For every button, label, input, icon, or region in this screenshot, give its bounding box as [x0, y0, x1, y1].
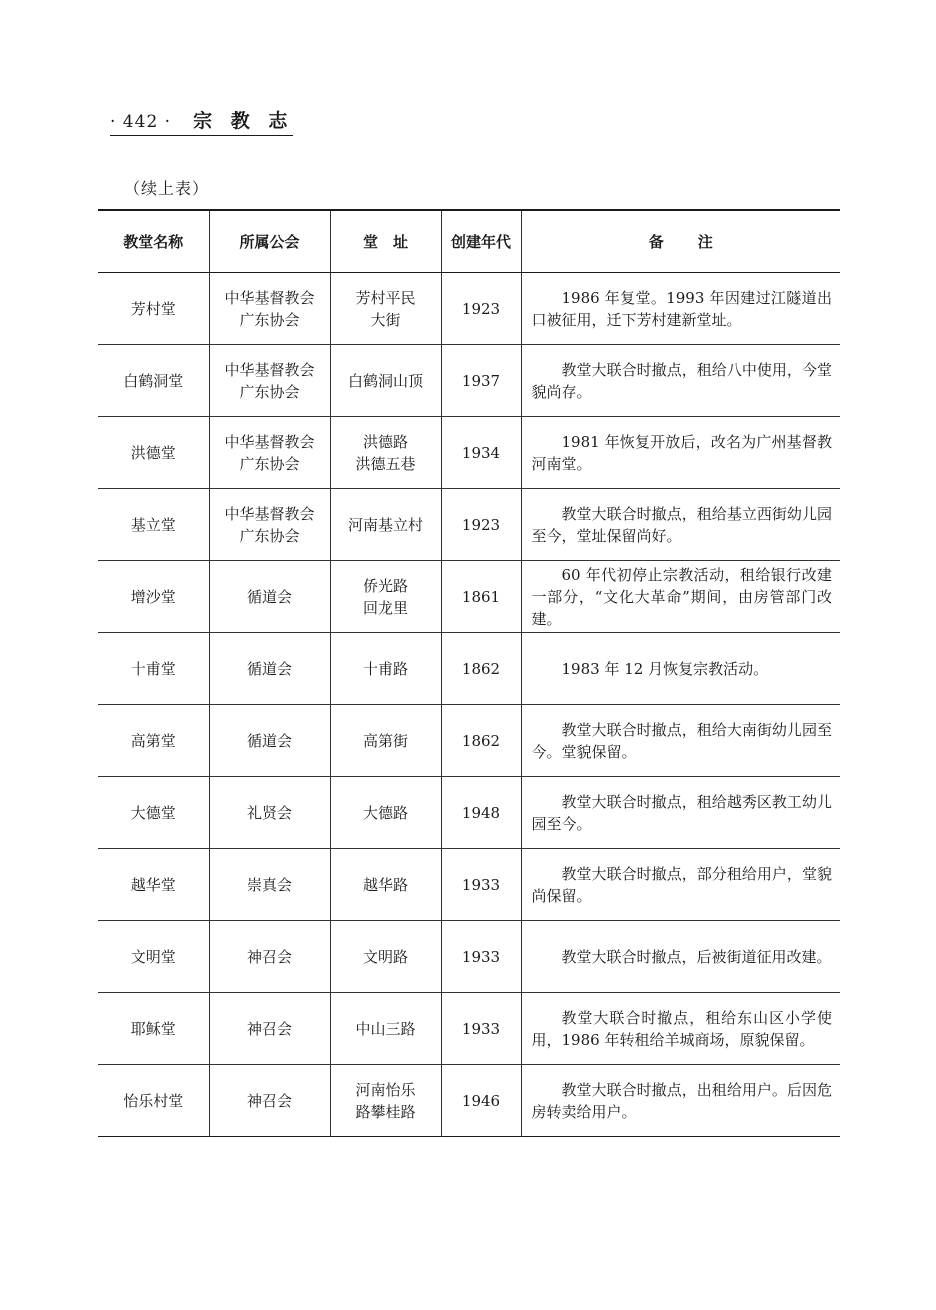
address-line: 高第街	[362, 731, 408, 750]
note-cell: 教堂大联合时撤点，出租给用户。后因危房转卖给用户。	[521, 1065, 840, 1137]
association-cell	[209, 633, 330, 705]
year-cell: 1923	[441, 489, 521, 561]
association-cell	[209, 345, 330, 417]
note-cell: 教堂大联合时撤点，租给大南街幼儿园至今。堂貌保留。	[521, 705, 840, 777]
table-row	[98, 849, 840, 921]
address-line: 中山三路	[355, 1019, 416, 1038]
year-cell: 1937	[441, 345, 521, 417]
table-header-row	[98, 210, 840, 273]
table-row	[98, 993, 840, 1065]
association-cell	[209, 417, 330, 489]
table-row	[98, 561, 840, 633]
association-line: 中华基督教会	[224, 432, 315, 451]
address-line: 越华路	[362, 875, 408, 894]
association-cell	[209, 993, 330, 1065]
book-title: 宗 教 志	[193, 110, 294, 132]
column-header: 创建年代	[441, 210, 521, 273]
association-line: 循道会	[246, 659, 292, 678]
note-cell: 教堂大联合时撤点，租给东山区小学使用，1986 年转租给羊城商场，原貌保留。	[521, 993, 840, 1065]
note-cell: 1986 年复堂。1993 年因建过江隧道出口被征用，迁下芳村建新堂址。	[521, 273, 840, 345]
note-cell: 1983 年 12 月恢复宗教活动。	[521, 633, 840, 705]
association-line: 循道会	[246, 731, 292, 750]
note-cell: 1981 年恢复开放后，改名为广州基督教河南堂。	[521, 417, 840, 489]
address-line: 河南怡乐	[355, 1080, 416, 1099]
table-row	[98, 417, 840, 489]
church-name-cell: 白鹤洞堂	[123, 371, 184, 390]
page-header	[110, 106, 293, 136]
church-name-cell: 增沙堂	[130, 587, 176, 606]
address-line: 回龙里	[362, 598, 408, 617]
association-cell	[209, 273, 330, 345]
address-line: 文明路	[362, 947, 408, 966]
address-line: 洪德五巷	[355, 454, 416, 473]
association-line: 广东协会	[239, 526, 300, 545]
church-name-cell: 高第堂	[130, 731, 176, 750]
note-cell: 教堂大联合时撤点，后被街道征用改建。	[521, 921, 840, 993]
address-cell	[330, 345, 441, 417]
year-cell: 1933	[441, 993, 521, 1065]
address-cell	[330, 993, 441, 1065]
table-row	[98, 921, 840, 993]
association-line: 广东协会	[239, 310, 300, 329]
note-cell: 教堂大联合时撤点，租给基立西街幼儿园至今，堂址保留尚好。	[521, 489, 840, 561]
table-row	[98, 777, 840, 849]
address-cell	[330, 777, 441, 849]
address-line: 十甫路	[362, 659, 408, 678]
church-name-cell: 洪德堂	[130, 443, 176, 462]
page-number: · 442 ·	[110, 112, 172, 132]
address-line: 侨光路	[362, 576, 408, 595]
church-name-cell: 芳村堂	[130, 299, 176, 318]
year-cell: 1861	[441, 561, 521, 633]
address-line: 大德路	[362, 803, 408, 822]
association-line: 中华基督教会	[224, 360, 315, 379]
note-cell: 60 年代初停止宗教活动，租给银行改建一部分，“文化大革命”期间，由房管部门改建。	[521, 561, 840, 633]
address-line: 河南基立村	[347, 515, 423, 534]
continuation-label: （续上表）	[124, 179, 210, 198]
table-row	[98, 273, 840, 345]
note-cell: 教堂大联合时撤点，部分租给用户，堂貌尚保留。	[521, 849, 840, 921]
address-cell	[330, 273, 441, 345]
table-row	[98, 345, 840, 417]
association-line: 神召会	[246, 1019, 292, 1038]
association-cell	[209, 1065, 330, 1137]
association-line: 神召会	[246, 1091, 292, 1110]
association-cell	[209, 705, 330, 777]
address-line: 大街	[370, 310, 401, 329]
year-cell: 1862	[441, 633, 521, 705]
association-cell	[209, 921, 330, 993]
address-line: 芳村平民	[355, 288, 416, 307]
association-cell	[209, 777, 330, 849]
association-line: 广东协会	[239, 382, 300, 401]
church-table	[98, 209, 840, 1137]
church-name-cell: 耶稣堂	[130, 1019, 176, 1038]
association-cell	[209, 489, 330, 561]
church-name-cell: 大德堂	[130, 803, 176, 822]
association-line: 中华基督教会	[224, 504, 315, 523]
association-line: 礼贤会	[246, 803, 292, 822]
table-row	[98, 633, 840, 705]
year-cell: 1946	[441, 1065, 521, 1137]
column-header: 备注	[521, 210, 840, 273]
year-cell: 1933	[441, 921, 521, 993]
association-line: 崇真会	[246, 875, 292, 894]
year-cell: 1934	[441, 417, 521, 489]
table-row	[98, 489, 840, 561]
association-cell	[209, 849, 330, 921]
year-cell: 1923	[441, 273, 521, 345]
address-line: 白鹤洞山顶	[347, 371, 423, 390]
association-line: 循道会	[246, 587, 292, 606]
address-cell	[330, 921, 441, 993]
address-line: 路攀桂路	[355, 1102, 416, 1121]
column-header: 所属公会	[209, 210, 330, 273]
address-cell	[330, 705, 441, 777]
note-cell: 教堂大联合时撤点，租给越秀区教工幼儿园至今。	[521, 777, 840, 849]
table-row	[98, 1065, 840, 1137]
table-row	[98, 705, 840, 777]
association-line: 广东协会	[239, 454, 300, 473]
church-name-cell: 基立堂	[130, 515, 176, 534]
address-line: 洪德路	[362, 432, 408, 451]
address-cell	[330, 849, 441, 921]
address-cell	[330, 561, 441, 633]
column-header: 堂 址	[330, 210, 441, 273]
association-line: 神召会	[246, 947, 292, 966]
column-header: 教堂名称	[123, 233, 184, 251]
year-cell: 1933	[441, 849, 521, 921]
church-name-cell: 越华堂	[130, 875, 176, 894]
church-name-cell: 文明堂	[130, 947, 176, 966]
association-line: 中华基督教会	[224, 288, 315, 307]
year-cell: 1948	[441, 777, 521, 849]
church-name-cell: 怡乐村堂	[123, 1091, 184, 1110]
address-cell	[330, 417, 441, 489]
association-cell	[209, 561, 330, 633]
address-cell	[330, 633, 441, 705]
year-cell: 1862	[441, 705, 521, 777]
address-cell	[330, 489, 441, 561]
note-cell: 教堂大联合时撤点，租给八中使用，今堂貌尚存。	[521, 345, 840, 417]
address-cell	[330, 1065, 441, 1137]
church-name-cell: 十甫堂	[130, 659, 176, 678]
